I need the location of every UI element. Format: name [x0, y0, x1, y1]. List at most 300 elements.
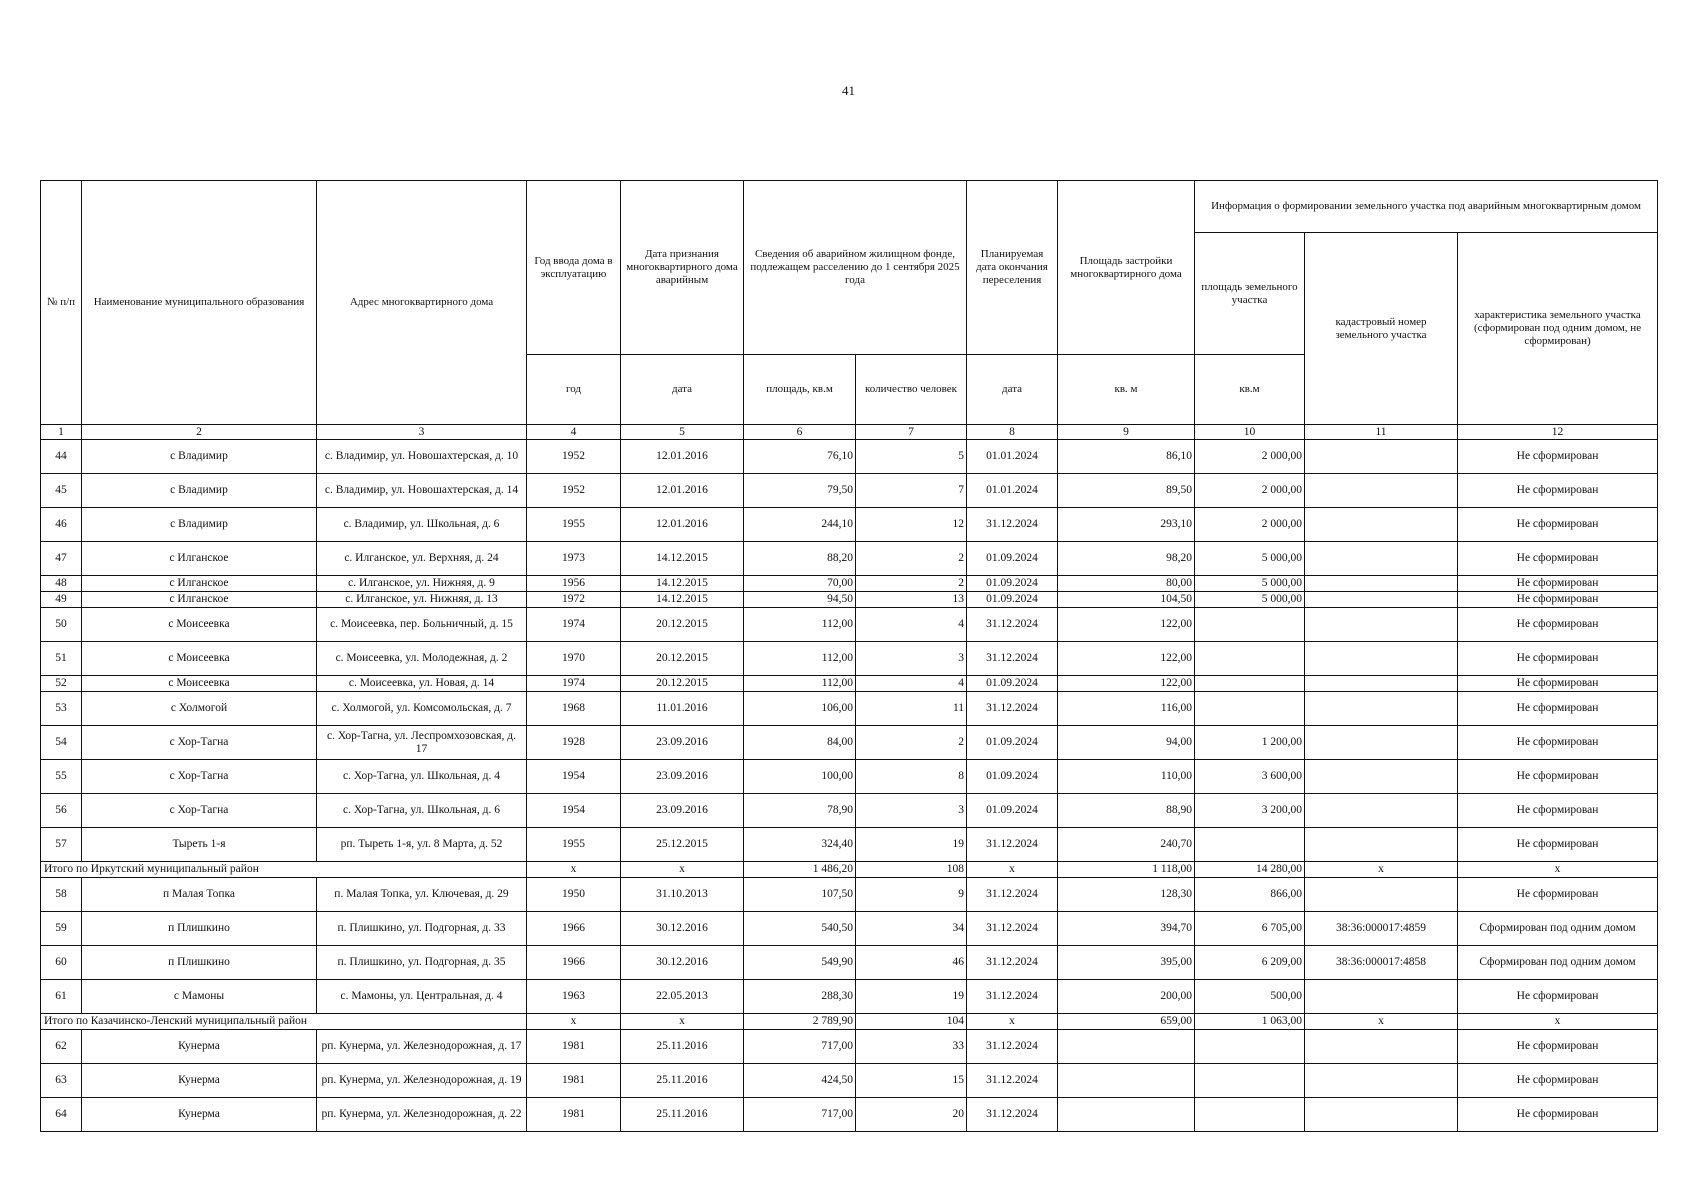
- address-cell: рп. Тыреть 1-я, ул. 8 Марта, д. 52: [317, 828, 527, 862]
- footprint-cell: 80,00: [1058, 576, 1195, 592]
- land-area-cell: 5 000,00: [1195, 592, 1305, 608]
- address-cell: п. Плишкино, ул. Подгорная, д. 33: [317, 912, 527, 946]
- table-row: [41, 1030, 1658, 1064]
- column-number: 12: [1458, 425, 1658, 440]
- people-cell: 11: [856, 692, 967, 726]
- header-sub-sqm: кв. м: [1058, 355, 1195, 425]
- row-number: 54: [41, 726, 82, 760]
- footprint-cell: 86,10: [1058, 440, 1195, 474]
- year-built-cell: 1952: [527, 474, 621, 508]
- address-cell: с. Мамоны, ул. Центральная, д. 4: [317, 980, 527, 1014]
- people-cell: 34: [856, 912, 967, 946]
- table-row: [41, 542, 1658, 576]
- cadastral-cell: 38:36:000017:4859: [1305, 912, 1458, 946]
- row-number: 61: [41, 980, 82, 1014]
- land-char-cell: Не сформирован: [1458, 676, 1658, 692]
- municipality-cell: Кунерма: [82, 1030, 317, 1064]
- emergency-date-cell: 30.12.2016: [621, 912, 744, 946]
- row-number: 59: [41, 912, 82, 946]
- area-cell: 112,00: [744, 608, 856, 642]
- cadastral-cell: [1305, 692, 1458, 726]
- header-land-area: площадь земельного участка: [1195, 233, 1305, 355]
- table-row: [41, 592, 1658, 608]
- table-row: [41, 794, 1658, 828]
- table-row: [41, 878, 1658, 912]
- footprint-cell: 200,00: [1058, 980, 1195, 1014]
- row-number: 50: [41, 608, 82, 642]
- footprint-cell: 240,70: [1058, 828, 1195, 862]
- row-number: 48: [41, 576, 82, 592]
- table-row: [41, 676, 1658, 692]
- emergency-date-cell: 20.12.2015: [621, 608, 744, 642]
- row-number: 45: [41, 474, 82, 508]
- people-cell: 2: [856, 576, 967, 592]
- people-cell: 4: [856, 676, 967, 692]
- planned-date-cell: 31.12.2024: [967, 1098, 1058, 1132]
- land-char-cell: Не сформирован: [1458, 542, 1658, 576]
- area-cell: 112,00: [744, 642, 856, 676]
- people-cell: 9: [856, 878, 967, 912]
- municipality-cell: с Моисеевка: [82, 642, 317, 676]
- area-cell: 88,20: [744, 542, 856, 576]
- planned-date-cell: 31.12.2024: [967, 912, 1058, 946]
- cadastral-cell: [1305, 1030, 1458, 1064]
- footprint-cell: 394,70: [1058, 912, 1195, 946]
- footprint-cell: 110,00: [1058, 760, 1195, 794]
- emergency-date-cell: х: [621, 862, 744, 878]
- year-built-cell: 1956: [527, 576, 621, 592]
- address-cell: п. Малая Топка, ул. Ключевая, д. 29: [317, 878, 527, 912]
- table-row: [41, 726, 1658, 760]
- land-area-cell: 6 705,00: [1195, 912, 1305, 946]
- year-built-cell: 1954: [527, 760, 621, 794]
- area-cell: 78,90: [744, 794, 856, 828]
- cadastral-cell: [1305, 676, 1458, 692]
- year-built-cell: х: [527, 1014, 621, 1030]
- table-row: [41, 440, 1658, 474]
- address-cell: с. Хор-Тагна, ул. Леспромхозовская, д. 17: [317, 726, 527, 760]
- year-built-cell: 1950: [527, 878, 621, 912]
- header-municipality: Наименование муниципального образования: [82, 181, 317, 425]
- column-number-row: [41, 425, 1658, 440]
- land-char-cell: Не сформирован: [1458, 1030, 1658, 1064]
- emergency-date-cell: 31.10.2013: [621, 878, 744, 912]
- municipality-cell: п Плишкино: [82, 912, 317, 946]
- municipality-cell: с Илганское: [82, 542, 317, 576]
- footprint-cell: 395,00: [1058, 946, 1195, 980]
- footprint-cell: 122,00: [1058, 642, 1195, 676]
- row-number: 51: [41, 642, 82, 676]
- land-char-cell: Не сформирован: [1458, 980, 1658, 1014]
- land-area-cell: 500,00: [1195, 980, 1305, 1014]
- municipality-cell: Тыреть 1-я: [82, 828, 317, 862]
- emergency-date-cell: 23.09.2016: [621, 726, 744, 760]
- emergency-date-cell: 30.12.2016: [621, 946, 744, 980]
- footprint-cell: [1058, 1098, 1195, 1132]
- municipality-cell: с Холмогой: [82, 692, 317, 726]
- district-total-row: [41, 862, 1658, 878]
- cadastral-cell: [1305, 794, 1458, 828]
- emergency-date-cell: 12.01.2016: [621, 474, 744, 508]
- year-built-cell: 1963: [527, 980, 621, 1014]
- row-number: 64: [41, 1098, 82, 1132]
- footprint-cell: 1 118,00: [1058, 862, 1195, 878]
- area-cell: 1 486,20: [744, 862, 856, 878]
- header-date-emergency: Дата признания многоквартирного дома аварийным: [621, 181, 744, 355]
- municipality-cell: с Моисеевка: [82, 608, 317, 642]
- address-cell: рп. Кунерма, ул. Железнодорожная, д. 19: [317, 1064, 527, 1098]
- area-cell: 84,00: [744, 726, 856, 760]
- land-char-cell: Не сформирован: [1458, 692, 1658, 726]
- area-cell: 94,50: [744, 592, 856, 608]
- address-cell: с. Владимир, ул. Новошахтерская, д. 10: [317, 440, 527, 474]
- footprint-cell: 116,00: [1058, 692, 1195, 726]
- emergency-housing-table: [40, 180, 1658, 1132]
- people-cell: 20: [856, 1098, 967, 1132]
- planned-date-cell: х: [967, 862, 1058, 878]
- row-number: 44: [41, 440, 82, 474]
- emergency-date-cell: 25.11.2016: [621, 1030, 744, 1064]
- emergency-date-cell: 25.11.2016: [621, 1098, 744, 1132]
- people-cell: 3: [856, 642, 967, 676]
- header-num: № п/п: [41, 181, 82, 425]
- land-char-cell: Не сформирован: [1458, 1064, 1658, 1098]
- land-char-cell: Не сформирован: [1458, 878, 1658, 912]
- municipality-cell: Кунерма: [82, 1098, 317, 1132]
- land-area-cell: [1195, 1064, 1305, 1098]
- table-row: [41, 692, 1658, 726]
- land-char-cell: Не сформирован: [1458, 726, 1658, 760]
- area-cell: 70,00: [744, 576, 856, 592]
- planned-date-cell: 01.09.2024: [967, 542, 1058, 576]
- column-number: 9: [1058, 425, 1195, 440]
- address-cell: с. Илганское, ул. Верхняя, д. 24: [317, 542, 527, 576]
- address-cell: с. Моисеевка, ул. Новая, д. 14: [317, 676, 527, 692]
- planned-date-cell: 01.09.2024: [967, 576, 1058, 592]
- row-number: 57: [41, 828, 82, 862]
- cadastral-cell: [1305, 542, 1458, 576]
- emergency-date-cell: 25.12.2015: [621, 828, 744, 862]
- row-number: 55: [41, 760, 82, 794]
- municipality-cell: с Хор-Тагна: [82, 760, 317, 794]
- land-char-cell: Не сформирован: [1458, 760, 1658, 794]
- planned-date-cell: 31.12.2024: [967, 508, 1058, 542]
- column-number: 6: [744, 425, 856, 440]
- column-number: 8: [967, 425, 1058, 440]
- planned-date-cell: 01.09.2024: [967, 794, 1058, 828]
- footprint-cell: 128,30: [1058, 878, 1195, 912]
- land-area-cell: 14 280,00: [1195, 862, 1305, 878]
- planned-date-cell: 31.12.2024: [967, 692, 1058, 726]
- area-cell: 424,50: [744, 1064, 856, 1098]
- land-char-cell: х: [1458, 1014, 1658, 1030]
- address-cell: с. Моисеевка, пер. Больничный, д. 15: [317, 608, 527, 642]
- land-area-cell: 3 600,00: [1195, 760, 1305, 794]
- address-cell: с. Илганское, ул. Нижняя, д. 9: [317, 576, 527, 592]
- row-number: 52: [41, 676, 82, 692]
- land-area-cell: 2 000,00: [1195, 440, 1305, 474]
- land-area-cell: [1195, 608, 1305, 642]
- people-cell: 7: [856, 474, 967, 508]
- planned-date-cell: х: [967, 1014, 1058, 1030]
- people-cell: 108: [856, 862, 967, 878]
- table-row: [41, 642, 1658, 676]
- address-cell: с. Холмогой, ул. Комсомольская, д. 7: [317, 692, 527, 726]
- year-built-cell: 1981: [527, 1098, 621, 1132]
- table-row: [41, 912, 1658, 946]
- cadastral-cell: х: [1305, 862, 1458, 878]
- header-footprint: Площадь застройки многоквартирного дома: [1058, 181, 1195, 355]
- land-area-cell: 2 000,00: [1195, 508, 1305, 542]
- footprint-cell: 122,00: [1058, 676, 1195, 692]
- address-cell: с. Хор-Тагна, ул. Школьная, д. 6: [317, 794, 527, 828]
- year-built-cell: 1966: [527, 912, 621, 946]
- footprint-cell: 293,10: [1058, 508, 1195, 542]
- land-area-cell: [1195, 642, 1305, 676]
- table-row: [41, 576, 1658, 592]
- header-cadastral: кадастровый номер земельного участка: [1305, 233, 1458, 425]
- table-row: [41, 828, 1658, 862]
- cadastral-cell: [1305, 608, 1458, 642]
- land-char-cell: Не сформирован: [1458, 592, 1658, 608]
- planned-date-cell: 01.09.2024: [967, 760, 1058, 794]
- year-built-cell: 1966: [527, 946, 621, 980]
- people-cell: 2: [856, 726, 967, 760]
- emergency-date-cell: 23.09.2016: [621, 794, 744, 828]
- year-built-cell: 1955: [527, 828, 621, 862]
- emergency-date-cell: 11.01.2016: [621, 692, 744, 726]
- planned-date-cell: 01.01.2024: [967, 440, 1058, 474]
- footprint-cell: 122,00: [1058, 608, 1195, 642]
- people-cell: 13: [856, 592, 967, 608]
- address-cell: п. Плишкино, ул. Подгорная, д. 35: [317, 946, 527, 980]
- people-cell: 4: [856, 608, 967, 642]
- planned-date-cell: 31.12.2024: [967, 946, 1058, 980]
- planned-date-cell: 01.09.2024: [967, 592, 1058, 608]
- footprint-cell: [1058, 1030, 1195, 1064]
- cadastral-cell: [1305, 474, 1458, 508]
- land-area-cell: 5 000,00: [1195, 576, 1305, 592]
- land-area-cell: [1195, 676, 1305, 692]
- land-char-cell: Не сформирован: [1458, 508, 1658, 542]
- column-number: 10: [1195, 425, 1305, 440]
- year-built-cell: 1968: [527, 692, 621, 726]
- emergency-date-cell: 14.12.2015: [621, 576, 744, 592]
- row-number: 47: [41, 542, 82, 576]
- header-planned-date: Планируемая дата окончания переселения: [967, 181, 1058, 355]
- cadastral-cell: х: [1305, 1014, 1458, 1030]
- header-land-char: характеристика земельного участка (сформирован под одним домом, не сформирован): [1458, 233, 1658, 425]
- district-total-label: Итого по Казачинско-Ленский муниципальный район: [41, 1014, 527, 1030]
- land-char-cell: х: [1458, 862, 1658, 878]
- area-cell: 112,00: [744, 676, 856, 692]
- land-area-cell: 5 000,00: [1195, 542, 1305, 576]
- column-number: 11: [1305, 425, 1458, 440]
- row-number: 53: [41, 692, 82, 726]
- land-area-cell: [1195, 828, 1305, 862]
- column-number: 2: [82, 425, 317, 440]
- municipality-cell: Кунерма: [82, 1064, 317, 1098]
- header-sub-people: количество человек: [856, 355, 967, 425]
- land-char-cell: Не сформирован: [1458, 608, 1658, 642]
- municipality-cell: п Плишкино: [82, 946, 317, 980]
- cadastral-cell: [1305, 592, 1458, 608]
- year-built-cell: 1981: [527, 1064, 621, 1098]
- area-cell: 100,00: [744, 760, 856, 794]
- header-sub-area: площадь, кв.м: [744, 355, 856, 425]
- people-cell: 15: [856, 1064, 967, 1098]
- cadastral-cell: 38:36:000017:4858: [1305, 946, 1458, 980]
- header-sub-date: дата: [621, 355, 744, 425]
- municipality-cell: с Хор-Тагна: [82, 726, 317, 760]
- municipality-cell: с Владимир: [82, 474, 317, 508]
- planned-date-cell: 31.12.2024: [967, 980, 1058, 1014]
- municipality-cell: с Владимир: [82, 440, 317, 474]
- footprint-cell: 659,00: [1058, 1014, 1195, 1030]
- year-built-cell: 1955: [527, 508, 621, 542]
- municipality-cell: с Илганское: [82, 592, 317, 608]
- land-area-cell: 6 209,00: [1195, 946, 1305, 980]
- header-land-info: Информация о формировании земельного участка под аварийным многоквартирным домом: [1195, 181, 1658, 233]
- footprint-cell: 88,90: [1058, 794, 1195, 828]
- area-cell: 717,00: [744, 1030, 856, 1064]
- row-number: 62: [41, 1030, 82, 1064]
- row-number: 63: [41, 1064, 82, 1098]
- column-number: 1: [41, 425, 82, 440]
- municipality-cell: с Хор-Тагна: [82, 794, 317, 828]
- column-number: 5: [621, 425, 744, 440]
- cadastral-cell: [1305, 1064, 1458, 1098]
- cadastral-cell: [1305, 508, 1458, 542]
- area-cell: 324,40: [744, 828, 856, 862]
- year-built-cell: 1952: [527, 440, 621, 474]
- land-area-cell: 1 200,00: [1195, 726, 1305, 760]
- header-sub-sqm2: кв.м: [1195, 355, 1305, 425]
- planned-date-cell: 31.12.2024: [967, 608, 1058, 642]
- row-number: 58: [41, 878, 82, 912]
- year-built-cell: 1928: [527, 726, 621, 760]
- year-built-cell: 1970: [527, 642, 621, 676]
- emergency-date-cell: 25.11.2016: [621, 1064, 744, 1098]
- emergency-date-cell: 14.12.2015: [621, 592, 744, 608]
- land-area-cell: 1 063,00: [1195, 1014, 1305, 1030]
- emergency-date-cell: 12.01.2016: [621, 440, 744, 474]
- year-built-cell: 1972: [527, 592, 621, 608]
- people-cell: 19: [856, 828, 967, 862]
- table-row: [41, 474, 1658, 508]
- area-cell: 2 789,90: [744, 1014, 856, 1030]
- district-total-row: [41, 1014, 1658, 1030]
- year-built-cell: 1974: [527, 608, 621, 642]
- area-cell: 244,10: [744, 508, 856, 542]
- header-sub-date2: дата: [967, 355, 1058, 425]
- column-number: 3: [317, 425, 527, 440]
- planned-date-cell: 01.09.2024: [967, 676, 1058, 692]
- area-cell: 540,50: [744, 912, 856, 946]
- district-total-label: Итого по Иркутский муниципальный район: [41, 862, 527, 878]
- people-cell: 8: [856, 760, 967, 794]
- cadastral-cell: [1305, 980, 1458, 1014]
- land-area-cell: 2 000,00: [1195, 474, 1305, 508]
- year-built-cell: 1973: [527, 542, 621, 576]
- cadastral-cell: [1305, 576, 1458, 592]
- emergency-date-cell: 20.12.2015: [621, 642, 744, 676]
- area-cell: 106,00: [744, 692, 856, 726]
- land-char-cell: Не сформирован: [1458, 576, 1658, 592]
- table-row: [41, 980, 1658, 1014]
- people-cell: 33: [856, 1030, 967, 1064]
- header-fund-info: Сведения об аварийном жилищном фонде, подлежащем расселению до 1 сентября 2025 года: [744, 181, 967, 355]
- people-cell: 104: [856, 1014, 967, 1030]
- land-area-cell: [1195, 1098, 1305, 1132]
- row-number: 56: [41, 794, 82, 828]
- year-built-cell: 1954: [527, 794, 621, 828]
- header-address: Адрес многоквартирного дома: [317, 181, 527, 425]
- cadastral-cell: [1305, 760, 1458, 794]
- table-row: [41, 946, 1658, 980]
- footprint-cell: 89,50: [1058, 474, 1195, 508]
- planned-date-cell: 31.12.2024: [967, 878, 1058, 912]
- people-cell: 2: [856, 542, 967, 576]
- footprint-cell: 94,00: [1058, 726, 1195, 760]
- address-cell: рп. Кунерма, ул. Железнодорожная, д. 17: [317, 1030, 527, 1064]
- land-char-cell: Сформирован под одним домом: [1458, 946, 1658, 980]
- emergency-date-cell: 12.01.2016: [621, 508, 744, 542]
- planned-date-cell: 31.12.2024: [967, 828, 1058, 862]
- address-cell: с. Илганское, ул. Нижняя, д. 13: [317, 592, 527, 608]
- cadastral-cell: [1305, 878, 1458, 912]
- land-char-cell: Не сформирован: [1458, 440, 1658, 474]
- people-cell: 46: [856, 946, 967, 980]
- row-number: 46: [41, 508, 82, 542]
- table-row: [41, 608, 1658, 642]
- land-area-cell: [1195, 692, 1305, 726]
- table-row: [41, 760, 1658, 794]
- table-row: [41, 1064, 1658, 1098]
- land-char-cell: Не сформирован: [1458, 642, 1658, 676]
- land-char-cell: Сформирован под одним домом: [1458, 912, 1658, 946]
- table-row: [41, 508, 1658, 542]
- year-built-cell: х: [527, 862, 621, 878]
- emergency-date-cell: х: [621, 1014, 744, 1030]
- year-built-cell: 1981: [527, 1030, 621, 1064]
- people-cell: 19: [856, 980, 967, 1014]
- municipality-cell: с Илганское: [82, 576, 317, 592]
- people-cell: 5: [856, 440, 967, 474]
- address-cell: с. Хор-Тагна, ул. Школьная, д. 4: [317, 760, 527, 794]
- cadastral-cell: [1305, 1098, 1458, 1132]
- municipality-cell: с Моисеевка: [82, 676, 317, 692]
- land-area-cell: 3 200,00: [1195, 794, 1305, 828]
- page-number: 41: [842, 83, 855, 98]
- planned-date-cell: 31.12.2024: [967, 642, 1058, 676]
- area-cell: 76,10: [744, 440, 856, 474]
- cadastral-cell: [1305, 642, 1458, 676]
- planned-date-cell: 01.01.2024: [967, 474, 1058, 508]
- table-row: [41, 1098, 1658, 1132]
- land-area-cell: [1195, 1030, 1305, 1064]
- address-cell: с. Моисеевка, ул. Молодежная, д. 2: [317, 642, 527, 676]
- column-number: 4: [527, 425, 621, 440]
- footprint-cell: [1058, 1064, 1195, 1098]
- year-built-cell: 1974: [527, 676, 621, 692]
- area-cell: 79,50: [744, 474, 856, 508]
- row-number: 60: [41, 946, 82, 980]
- area-cell: 549,90: [744, 946, 856, 980]
- address-cell: с. Владимир, ул. Новошахтерская, д. 14: [317, 474, 527, 508]
- planned-date-cell: 31.12.2024: [967, 1030, 1058, 1064]
- planned-date-cell: 31.12.2024: [967, 1064, 1058, 1098]
